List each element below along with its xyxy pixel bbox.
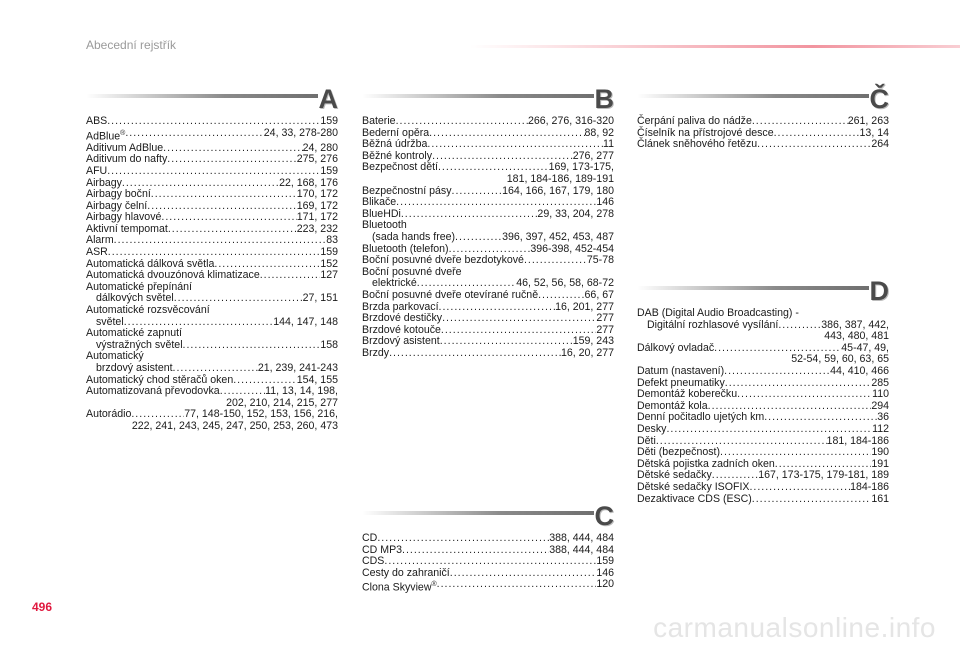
page-references: 24, 280 [302, 141, 338, 154]
entry-term-text: Článek sněhového řetězu [637, 138, 758, 151]
entry-term-text: Dezaktivace CDS (ESC) [637, 492, 752, 505]
dot-leader [440, 336, 573, 348]
entry-term-text: Denní počitadlo ujetých km [637, 411, 765, 424]
index-entry: Automatické zapnutí [86, 327, 182, 340]
dot-leader [737, 389, 872, 401]
index-entry: Bluetooth [362, 219, 407, 232]
index-entry [637, 412, 889, 424]
page-references: 184-186 [850, 480, 889, 493]
entry-term [86, 386, 220, 398]
page-number: 496 [32, 600, 53, 614]
dot-leader [437, 579, 597, 594]
dot-leader [389, 348, 561, 360]
dot-leader [764, 412, 877, 424]
page-references: 159 [596, 555, 614, 568]
entry-term-text: Běžné kontroly [362, 149, 433, 162]
page-references: 388, 444, 484 [549, 543, 614, 556]
entry-term-text: dálkových světel [96, 292, 174, 305]
index-entry: Automatický [86, 350, 144, 363]
entry-term-text: Airbagy [86, 176, 122, 189]
page-references: 77, 148-150, 152, 153, 156, 216, [184, 408, 338, 421]
index-entry [86, 166, 338, 178]
page-references: 159 [320, 164, 338, 177]
dot-leader [666, 424, 872, 436]
registered-mark: ® [431, 581, 437, 589]
index-entry [86, 154, 338, 166]
entry-term-text: Bluetooth (telefon) [362, 242, 449, 255]
entry-term [637, 343, 714, 355]
entry-term-text: Desky [637, 422, 667, 435]
entry-term-text: brzdový asistent [96, 362, 173, 374]
entry-term-text: Datum (nastavení) [637, 364, 725, 377]
entry-term-text: Airbagy boční [86, 188, 151, 201]
section-letter: C [594, 501, 614, 531]
page-references: 223, 232 [296, 222, 338, 235]
index-entry-continuation: 443, 480, 481 [824, 330, 889, 343]
entry-term-text: Dětská pojistka zadních oken [637, 457, 775, 470]
page-references: 110 [872, 388, 889, 401]
entry-term-text: AFU [86, 164, 108, 177]
entry-term-text: CD MP3 [362, 543, 403, 556]
entry-list [637, 116, 889, 151]
page-references: 294 [871, 399, 889, 412]
section-divider [86, 94, 318, 98]
page-references: 264 [871, 138, 889, 151]
dot-leader [147, 201, 297, 213]
dot-leader [752, 494, 872, 506]
dot-leader [402, 545, 549, 557]
page-references: 396-398, 452-454 [530, 242, 614, 255]
entry-term-text: Aktivní tempomat [86, 222, 168, 235]
index-entry [362, 568, 614, 580]
entry-term-text: Běžná údržba [362, 138, 428, 151]
entry-term-text: Boční posuvné dveře bezdotykové [362, 254, 524, 267]
index-section-a [86, 86, 338, 433]
entry-term-text: Dětské sedačky [637, 469, 712, 482]
page-references: 164, 166, 167, 179, 180 [502, 184, 614, 197]
dot-leader [724, 366, 830, 378]
index-entry [637, 494, 889, 506]
entry-term [647, 320, 778, 332]
dot-leader [377, 533, 549, 545]
entry-term-text: Autorádio [86, 408, 132, 421]
page-references: 27, 151 [302, 292, 338, 305]
dot-leader [439, 302, 556, 314]
page-references: 83 [326, 234, 338, 247]
dot-leader [452, 186, 503, 198]
page-references: 44, 410, 466 [830, 364, 889, 377]
dot-leader [260, 270, 321, 282]
page-references: 11 [603, 138, 614, 151]
page-references: 285 [871, 376, 889, 389]
entry-term-text: Airbagy čelní [86, 199, 148, 212]
page-references: 29, 33, 204, 278 [537, 207, 614, 220]
entry-term-text: Brzdy [362, 346, 390, 359]
page-references: 159 [320, 246, 338, 259]
page-references: 88, 92 [584, 126, 614, 139]
entry-term-text: (sada hands free) [372, 230, 456, 243]
entry-term-text: elektrické [372, 277, 417, 290]
index-entry [637, 424, 889, 436]
entry-term-text: Brzdové destičky [362, 312, 443, 325]
page-references: 386, 387, 442, [821, 318, 889, 331]
dot-leader [114, 235, 327, 247]
entry-term [637, 494, 752, 506]
page-references: 159, 243 [572, 335, 614, 348]
entry-term-text: CDS [362, 555, 385, 568]
entry-term-text: Airbagy hlavové [86, 211, 162, 224]
entry-term [637, 139, 757, 151]
dot-leader [396, 197, 596, 209]
page-references: 277 [596, 323, 614, 336]
entry-term-text: Aditivum AdBlue [86, 141, 164, 154]
page-references: 154, 155 [296, 373, 338, 386]
entry-term-text: Brzdový asistent [362, 335, 440, 348]
page-references: 22, 168, 176 [279, 176, 338, 189]
entry-term-text: Clona Skyview [362, 581, 432, 594]
dot-leader [168, 224, 297, 236]
entry-term-text: ASR [86, 246, 108, 259]
page-references: 161 [871, 492, 889, 505]
page-references: 159 [320, 115, 338, 127]
index-entry-continuation: 181, 184-186, 189-191 [506, 172, 614, 185]
page-references: 13, 14 [859, 126, 889, 139]
dot-leader [725, 378, 872, 390]
entry-term-text: Děti (bezpečnost) [637, 446, 721, 459]
dot-leader [524, 255, 587, 267]
entry-term-text: Demontáž kola [637, 399, 708, 412]
entry-term [362, 579, 437, 594]
page-references: 276, 277 [572, 149, 614, 162]
entry-term [86, 409, 131, 421]
page-references: 167, 173-175, 179-181, 189 [758, 469, 889, 482]
entry-term-text: Automatizovaná převodovka [86, 385, 220, 398]
entry-term-text: BlueHDi [362, 207, 401, 220]
page-references: 46, 52, 56, 58, 68-72 [516, 277, 614, 290]
entry-term-text: Bezpečnost dětí [362, 161, 438, 174]
dot-leader [107, 166, 320, 178]
entry-term-text: Defekt pneumatiky [637, 376, 725, 389]
watermark: carmanualsonline.info [653, 612, 936, 643]
dot-leader [450, 568, 597, 580]
index-entry: DAB (Digital Audio Broadcasting) - [637, 307, 799, 319]
entry-term-text: Brzda parkovací [362, 300, 439, 313]
entry-term-text: Boční posuvné dveře otevírané ručně [362, 288, 539, 301]
entry-term-text: Automatická dvouzónová klimatizace [86, 269, 260, 282]
page-references: 127 [320, 269, 338, 282]
entry-term-text: Alarm [86, 234, 114, 247]
entry-list [362, 533, 614, 595]
dot-leader [538, 290, 584, 302]
entry-list [362, 116, 614, 359]
index-entry [86, 224, 338, 236]
entry-term-text: Brzdové kotouče [362, 323, 441, 336]
page-references: 66, 67 [584, 288, 614, 301]
entry-term-text: výstražných světel [96, 338, 183, 351]
entry-term-text: Cesty do zahraničí [362, 566, 450, 579]
index-section-c [362, 503, 614, 595]
page-references: 16, 20, 277 [560, 346, 614, 359]
dot-leader [167, 154, 296, 166]
index-entry [362, 545, 614, 557]
page-references: 24, 33, 278-280 [263, 126, 338, 139]
page-references: 388, 444, 484 [549, 532, 614, 544]
entry-term [362, 255, 524, 267]
page-references: 190 [871, 446, 889, 459]
entry-term-text: Dálkový ovladač [637, 341, 715, 354]
dot-leader [107, 116, 320, 128]
page-references: 170, 172 [296, 188, 338, 201]
entry-term [86, 116, 107, 128]
index-entry [86, 116, 338, 128]
entry-list [637, 308, 889, 505]
dot-leader [778, 320, 821, 332]
entry-term [362, 568, 450, 580]
dot-leader [442, 313, 596, 325]
index-entry [362, 348, 614, 360]
entry-term-text: světel [96, 315, 124, 328]
entry-term-text: Aditivum do nafty [86, 153, 168, 166]
page-references: 146 [596, 196, 614, 209]
dot-leader [183, 340, 321, 352]
entry-term-text: Demontáž koberečku [637, 388, 738, 401]
page-references: 396, 397, 452, 453, 487 [502, 230, 614, 243]
entry-term-text: Bezpečnostní pásy [362, 184, 452, 197]
index-entry [637, 139, 889, 151]
index-entry [362, 579, 614, 594]
page-references: 171, 172 [296, 211, 338, 224]
entry-term-text: Blikače [362, 196, 397, 209]
section-letter: B [594, 84, 614, 114]
page-references: 45-47, 49, [841, 341, 889, 354]
section-header [362, 86, 614, 116]
page-references: 275, 276 [296, 153, 338, 166]
section-divider [362, 94, 594, 98]
section-letter: A [318, 84, 338, 114]
index-section-d [637, 278, 889, 505]
page-references: 146 [596, 566, 614, 579]
registered-mark: ® [120, 129, 126, 137]
page-references: 16, 201, 277 [555, 300, 614, 313]
entry-term-text: Dětské sedačky ISOFIX [637, 480, 750, 493]
index-entry: Boční posuvné dveře [362, 265, 462, 278]
entry-term-text: Děti [637, 434, 656, 447]
index-entry-continuation: 52-54, 59, 60, 63, 65 [791, 353, 889, 366]
page-references: 191 [871, 457, 889, 470]
entry-term [362, 162, 438, 174]
entry-list [86, 116, 338, 433]
section-header [637, 278, 889, 308]
section-divider [637, 94, 869, 98]
dot-leader [757, 139, 871, 151]
page-references: 181, 184-186 [826, 434, 889, 447]
index-entry: Automatické přepínání [86, 280, 192, 293]
page-references: 169, 173-175, [548, 161, 614, 174]
section-letter: D [869, 276, 889, 306]
page-references: 11, 13, 14, 198, [265, 385, 338, 398]
entry-term-text: Číselník na přístrojové desce [637, 126, 774, 139]
index-entry [362, 186, 614, 198]
entry-term-text: Čerpání paliva do nádže [637, 115, 752, 127]
page-references: 21, 239, 241-243 [257, 362, 338, 374]
index-entry-continuation: 222, 241, 243, 245, 247, 250, 253, 260, 473 [131, 419, 338, 432]
page-references: 261, 263 [847, 115, 889, 127]
index-entry [362, 255, 614, 267]
page-references: 75-78 [586, 254, 614, 267]
page-references: 266, 276, 316-320 [527, 115, 614, 127]
section-header [86, 86, 338, 116]
page-references: 277 [596, 312, 614, 325]
dot-leader [774, 128, 860, 140]
page-references: 36 [877, 411, 889, 424]
dot-leader [161, 212, 296, 224]
entry-term-text: Bederní opěra [362, 126, 430, 139]
section-header [362, 503, 614, 533]
index-entry [86, 128, 338, 143]
page-references: 120 [596, 578, 614, 591]
index-entry: Automatické rozsvěcování [86, 304, 210, 317]
entry-term-text: AdBlue [86, 130, 121, 143]
index-section-c-caron [637, 86, 889, 151]
dot-leader [163, 143, 303, 155]
section-divider [637, 286, 869, 290]
dot-leader [125, 128, 263, 143]
dot-leader [401, 209, 538, 221]
page-references: 112 [872, 422, 889, 435]
dot-leader [749, 482, 850, 494]
dot-leader [151, 189, 297, 201]
entry-term [362, 348, 389, 360]
index-entry-continuation: 202, 210, 214, 215, 277 [226, 396, 338, 409]
dot-leader [455, 232, 502, 244]
entry-term-text: Digitální rozhlasové vysílání [647, 318, 779, 331]
page-references: 158 [320, 338, 338, 351]
page-references: 152 [320, 257, 338, 270]
section-letter: Č [869, 84, 889, 114]
index-section-b [362, 86, 614, 359]
entry-term-text: Automatická dálková světla [86, 257, 215, 270]
section-divider [362, 511, 594, 515]
index-entry [86, 235, 338, 247]
page-references: 144, 147, 148 [273, 315, 338, 328]
entry-term-text: CD [362, 532, 378, 544]
section-header [637, 86, 889, 116]
entry-term-text: Automatický chod stěračů oken [86, 373, 234, 386]
header-decorative-bar [470, 45, 960, 48]
entry-term [86, 128, 125, 143]
dot-leader [429, 128, 584, 140]
entry-term-text: ABS [86, 115, 108, 127]
page-references: 169, 172 [296, 199, 338, 212]
page-header-title: Abecední rejstřík [86, 38, 177, 52]
entry-term-text: Baterie [362, 115, 396, 127]
